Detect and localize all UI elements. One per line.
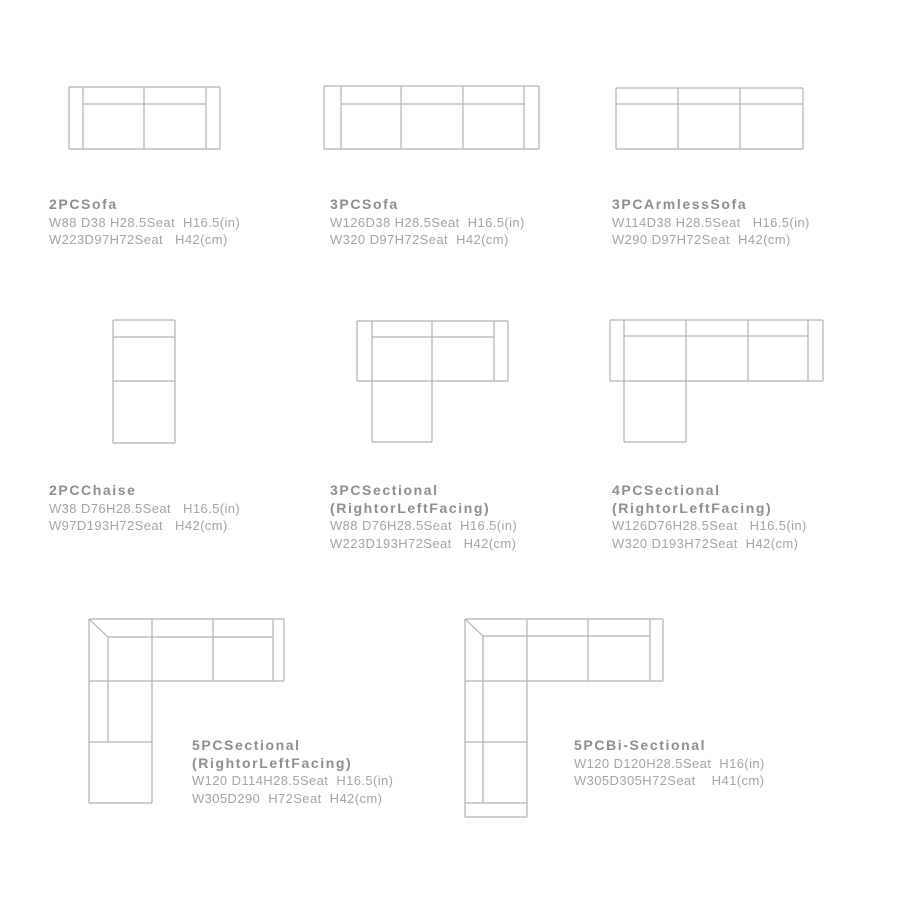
product-spec-cm: W320 D193H72Seat H42(cm) bbox=[612, 535, 799, 551]
product-spec-cm: W290 D97H72Seat H42(cm) bbox=[612, 232, 791, 247]
label-2pc-sofa bbox=[49, 196, 240, 249]
product-spec-in: W126D76H28.5Seat H16.5(in) bbox=[612, 518, 807, 533]
diagram-3pc-sofa bbox=[324, 86, 539, 149]
label-4pc-sectional bbox=[612, 482, 807, 552]
label-3pc-sofa bbox=[330, 196, 525, 249]
product-spec-in: W88 D38 H28.5Seat H16.5(in) bbox=[49, 214, 241, 230]
label-5pc-bi-sectional bbox=[574, 737, 765, 790]
product-title: 5PCBi-Sectional bbox=[574, 737, 707, 753]
diagram-2pc-sofa bbox=[69, 87, 220, 149]
product-title: 2PCChaise bbox=[49, 482, 137, 498]
diagram-4pc-sectional bbox=[610, 320, 823, 442]
label-3pc-armless-sofa bbox=[612, 196, 810, 249]
product-spec-in: W38 D76H28.5Seat H16.5(in) bbox=[49, 500, 241, 516]
product-spec-cm: W223D193H72Seat H42(cm) bbox=[330, 535, 517, 551]
product-spec-in: W114D38 H28.5Seat H16.5(in) bbox=[612, 214, 810, 230]
label-2pc-chaise bbox=[49, 482, 240, 535]
diagram-2pc-chaise bbox=[113, 320, 175, 443]
product-subtitle: (RightorLeftFacing) bbox=[612, 499, 773, 516]
product-spec-cm: W305D305H72Seat H41(cm) bbox=[574, 773, 765, 788]
product-title: 2PCSofa bbox=[49, 196, 118, 212]
diagram-3pc-armless-sofa bbox=[616, 88, 803, 149]
product-title: 3PCArmlessSofa bbox=[612, 196, 748, 212]
product-subtitle: (RightorLeftFacing) bbox=[192, 754, 353, 771]
product-spec-cm: W320 D97H72Seat H42(cm) bbox=[330, 232, 509, 247]
product-title: 5PCSectional bbox=[192, 737, 301, 753]
product-spec-in: W120 D120H28.5Seat H16(in) bbox=[574, 755, 765, 771]
product-spec-cm: W97D193H72Seat H42(cm) bbox=[49, 518, 228, 533]
product-spec-in: W126D38 H28.5Seat H16.5(in) bbox=[330, 214, 525, 230]
product-title: 3PCSofa bbox=[330, 196, 399, 212]
label-5pc-sectional bbox=[192, 737, 393, 807]
product-spec-cm: W223D97H72Seat H42(cm) bbox=[49, 232, 228, 247]
product-spec-cm: W305D290 H72Seat H42(cm) bbox=[192, 790, 383, 806]
product-spec-in: W120 D114H28.5Seat H16.5(in) bbox=[192, 773, 394, 788]
product-title: 3PCSectional bbox=[330, 482, 439, 498]
label-3pc-sectional bbox=[330, 482, 517, 552]
diagram-3pc-sectional bbox=[357, 321, 508, 442]
product-spec-in: W88 D76H28.5Seat H16.5(in) bbox=[330, 518, 518, 533]
product-title: 4PCSectional bbox=[612, 482, 721, 498]
product-subtitle: (RightorLeftFacing) bbox=[330, 499, 491, 516]
